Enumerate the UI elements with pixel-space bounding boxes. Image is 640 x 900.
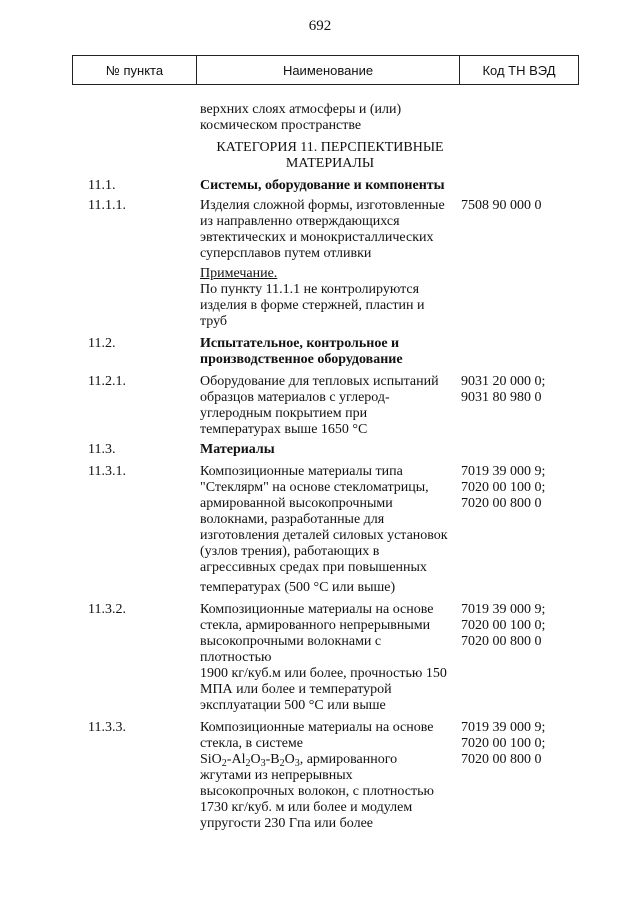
tn-ved-code: 9031 20 000 0; <box>461 374 546 389</box>
formula-part: -B <box>265 752 280 767</box>
section-heading: Материалы <box>200 442 275 457</box>
item-text-line: (узлов трения), работающих в <box>200 544 380 559</box>
item-number: 11.1.1. <box>88 198 126 213</box>
formula-subscript: 3 <box>294 758 300 769</box>
tn-ved-code: 7508 90 000 0 <box>461 198 542 213</box>
item-text-line: упругости 230 Гпа или более <box>200 816 373 831</box>
page-number: 692 <box>308 18 332 34</box>
section-heading: Испытательное, контрольное и <box>200 336 400 351</box>
note-text-line: По пункту 11.1.1 не контролируются <box>200 282 420 297</box>
tn-ved-code: 9031 80 980 0 <box>461 390 542 405</box>
item-text-line: температурах выше 1650 °С <box>200 422 368 437</box>
note-text-line: труб <box>200 314 228 329</box>
item-text-line: образцов материалов с углерод- <box>200 390 390 405</box>
intro-line: космическом пространстве <box>200 118 362 133</box>
item-number: 11.3.2. <box>88 602 126 617</box>
item-text-line: эвтектических и монокристаллических <box>200 230 434 245</box>
header-number-column: № пункта <box>73 56 197 84</box>
item-text-line: высокопрочными волокнами с <box>200 634 382 649</box>
item-text-line: плотностью <box>200 650 272 665</box>
tn-ved-code: 7020 00 100 0; <box>461 736 546 751</box>
formula-subscript: 2 <box>279 758 285 769</box>
tn-ved-code: 7020 00 800 0 <box>461 634 542 649</box>
item-number: 11.3.3. <box>88 720 126 735</box>
item-text-line: Изделия сложной формы, изготовленные <box>200 198 445 213</box>
item-text-line: стекла, армированного непрерывными <box>200 618 431 633</box>
header-name-column: Наименование <box>197 56 460 84</box>
table-header <box>72 55 579 85</box>
item-text-line: 1900 кг/куб.м или более, прочностью 150 <box>200 666 447 681</box>
formula-line <box>200 752 397 769</box>
note-text-line: изделия в форме стержней, пластин и <box>200 298 425 313</box>
item-number: 11.1. <box>88 178 116 193</box>
note-label: Примечание. <box>200 266 278 281</box>
item-text-line: эксплуатации 500 °С или выше <box>200 698 386 713</box>
header-code-column: Код ТН ВЭД <box>482 62 556 78</box>
item-text-line: суперсплавов путем отливки <box>200 246 372 261</box>
item-text-line: изготовления деталей силовых установок <box>200 528 448 543</box>
item-text-line: стекла, в системе <box>200 736 303 751</box>
item-text-line: из направленно отверждающихся <box>200 214 400 229</box>
item-text-inline: армированного <box>306 752 398 767</box>
category-heading: КАТЕГОРИЯ 11. ПЕРСПЕКТИВНЫЕ <box>216 140 444 155</box>
section-heading: производственное оборудование <box>200 352 403 367</box>
section-heading: Системы, оборудование и компоненты <box>200 178 445 193</box>
formula-part: SiO <box>200 752 222 767</box>
item-number: 11.3.1. <box>88 464 126 479</box>
formula-part: O <box>284 752 295 767</box>
item-text-line: армированной высокопрочными <box>200 496 393 511</box>
item-text-line: МПА или более и температурой <box>200 682 392 697</box>
item-text-line: 1730 кг/куб. м или более и модулем <box>200 800 413 815</box>
tn-ved-code: 7020 00 100 0; <box>461 618 546 633</box>
item-text-line: волокнами, разработанные для <box>200 512 385 527</box>
tn-ved-code: 7020 00 100 0; <box>461 480 546 495</box>
item-text-line: Композиционные материалы на основе <box>200 602 434 617</box>
formula-part: -Al <box>226 752 246 767</box>
item-text-line: высокопрочных волокон, с плотностью <box>200 784 434 799</box>
formula-part: O <box>250 752 261 767</box>
item-text-line: "Стеклярм" на основе стекломатрицы, <box>200 480 429 495</box>
tn-ved-code: 7020 00 800 0 <box>461 496 542 511</box>
item-text-line: температурах (500 °С или выше) <box>200 580 396 595</box>
formula-subscript: 2 <box>245 758 251 769</box>
item-text-line: Композиционные материалы типа <box>200 464 403 479</box>
item-text-line: Оборудование для тепловых испытаний <box>200 374 439 389</box>
item-text-line: углеродным покрытием при <box>200 406 368 421</box>
item-number: 11.3. <box>88 442 116 457</box>
item-text-line: агрессивных средах при повышенных <box>200 560 427 575</box>
formula-part: , <box>299 752 307 767</box>
item-text-line: Композиционные материалы на основе <box>200 720 434 735</box>
formula-subscript: 2 <box>221 758 227 769</box>
category-heading: МАТЕРИАЛЫ <box>285 156 375 171</box>
formula-subscript: 3 <box>260 758 266 769</box>
item-number: 11.2.1. <box>88 374 126 389</box>
intro-line: верхних слоях атмосферы и (или) <box>200 102 402 117</box>
tn-ved-code: 7020 00 800 0 <box>461 752 542 767</box>
item-text-line: жгутами из непрерывных <box>200 768 353 783</box>
tn-ved-code: 7019 39 000 9; <box>461 602 546 617</box>
item-number: 11.2. <box>88 336 116 351</box>
tn-ved-code: 7019 39 000 9; <box>461 720 546 735</box>
tn-ved-code: 7019 39 000 9; <box>461 464 546 479</box>
